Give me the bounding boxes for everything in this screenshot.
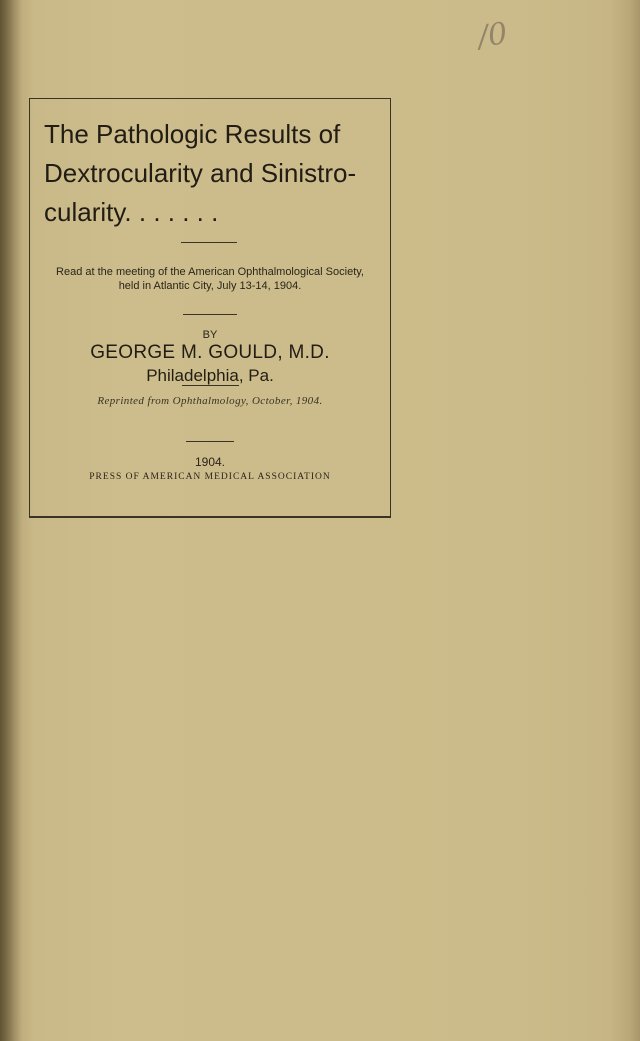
divider-rule [182, 385, 239, 386]
title-line-1: The Pathologic Results of [44, 119, 341, 149]
title-line-3: cularity. . . . . . . [44, 197, 219, 227]
reprint-note: Reprinted from Ophthalmology, October, 1904. [97, 395, 323, 407]
divider-rule [183, 314, 237, 315]
author-name: GEORGE M. GOULD, M.D. [90, 342, 330, 363]
author-location: Philadelphia, Pa. [146, 366, 274, 385]
by-label: BY [202, 329, 218, 341]
title-line-2: Dextrocularity and Sinistro- [44, 158, 357, 188]
meeting-note [30, 265, 390, 293]
meeting-note-line-2: held in Atlantic City, July 13-14, 1904. [118, 280, 302, 292]
meeting-note-line-1: Read at the meeting of the American Ophthalmological Society, [56, 266, 364, 278]
publication-year: 1904. [194, 455, 226, 469]
title-label-box [29, 98, 391, 518]
divider-rule [181, 242, 237, 243]
spine-shadow [0, 0, 22, 1041]
divider-rule [186, 441, 234, 442]
press-imprint: PRESS OF AMERICAN MEDICAL ASSOCIATION [89, 472, 331, 482]
document-title [44, 115, 384, 232]
handwritten-mark: /0 [475, 16, 510, 55]
